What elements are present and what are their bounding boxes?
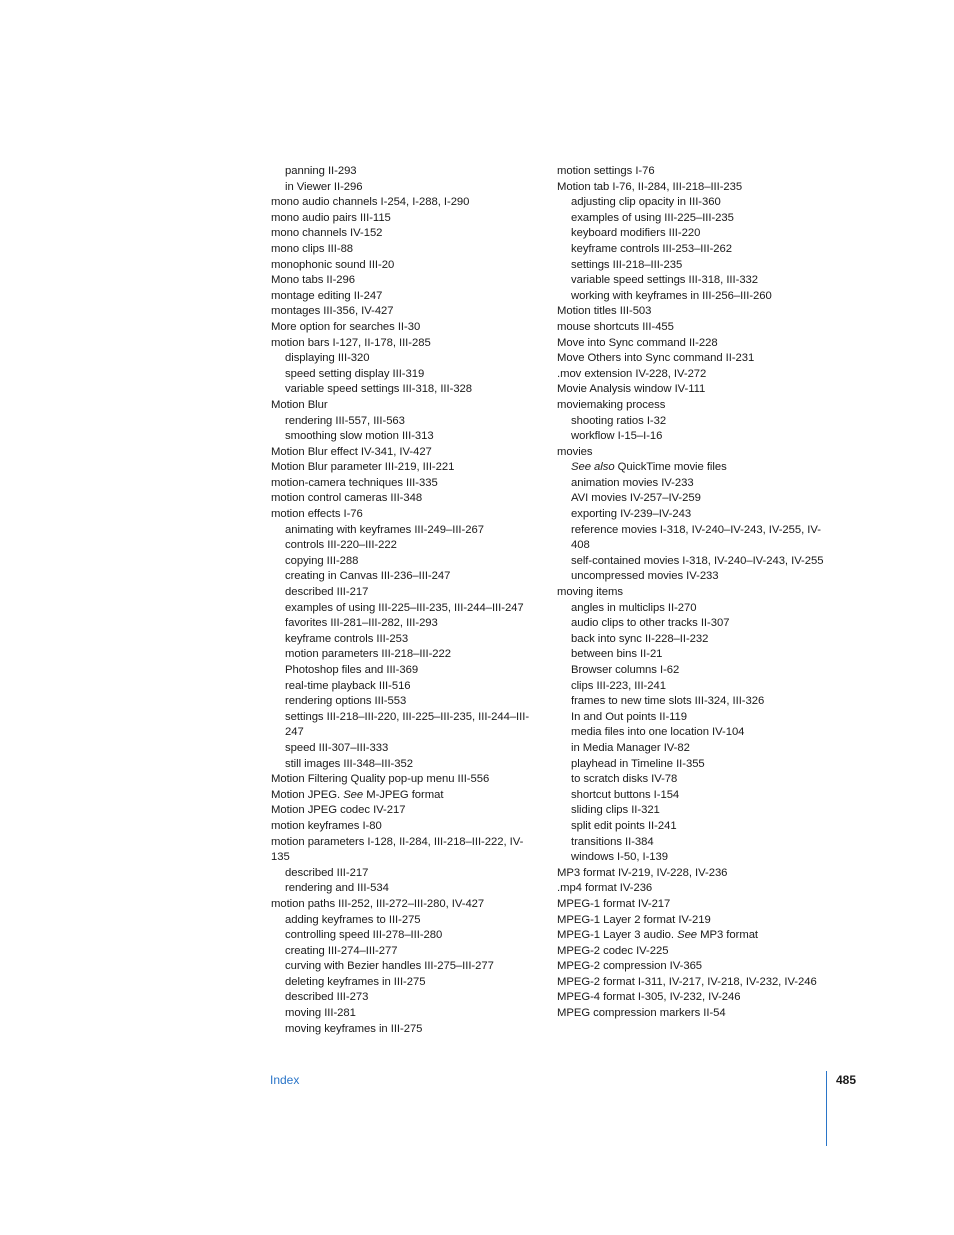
index-entry: motion keyframes I-80	[271, 819, 382, 832]
index-entry: MP3 format IV-219, IV-228, IV-236	[557, 866, 728, 879]
index-subentry: rendering options III-553	[285, 695, 407, 708]
index-subentry: keyframe controls III-253–III-262	[571, 242, 732, 255]
index-subentry: playhead in Timeline II-355	[571, 757, 705, 770]
index-subentry: Browser columns I-62	[571, 664, 680, 676]
index-subentry: shooting ratios I-32	[571, 414, 667, 427]
index-subentry: described III-217	[285, 586, 369, 599]
index-subentry: motion parameters III-218–III-222	[285, 648, 452, 661]
index-subentry: moving III-281	[285, 1007, 356, 1020]
index-subentry: variable speed settings III-318, III-332	[571, 274, 759, 287]
index-entry: motion bars I-127, II-178, III-285	[271, 336, 431, 349]
index-entry: Motion JPEG codec IV-217	[271, 804, 406, 817]
index-subentry: split edit points II-241	[571, 819, 677, 832]
index-subentry: to scratch disks IV-78	[571, 773, 678, 786]
index-entry: mouse shortcuts III-455	[557, 320, 674, 333]
index-entry: motion control cameras III-348	[271, 492, 423, 505]
index-entry: mono audio pairs III-115	[271, 211, 391, 224]
index-subentry: creating in Canvas III-236–III-247	[285, 570, 451, 583]
index-subentry: See also QuickTime movie files	[571, 461, 727, 474]
index-subentry: settings III-218–III-220, III-225–III-235, III-244–III-247	[285, 710, 530, 739]
index-entry: monophonic sound III-20	[271, 258, 395, 271]
index-entry: montages III-356, IV-427	[271, 305, 394, 318]
index-subentry: clips III-223, III-241	[571, 679, 666, 692]
index-subentry: creating III-274–III-277	[285, 944, 398, 957]
index-entry: Motion Blur parameter III-219, III-221	[271, 461, 455, 474]
index-entry: movies	[557, 445, 593, 458]
index-subentry: workflow I-15–I-16	[571, 430, 663, 443]
index-subentry: real-time playback III-516	[285, 679, 411, 692]
index-subentry: described III-273	[285, 991, 369, 1004]
index-entry: motion paths III-252, III-272–III-280, IV-427	[271, 897, 485, 910]
index-entry: MPEG-1 Layer 3 audio. See MP3 format	[557, 929, 759, 942]
index-entry: Motion Blur	[271, 398, 328, 411]
index-subentry: transitions II-384	[571, 835, 654, 848]
index-subentry: speed III-307–III-333	[285, 741, 389, 754]
index-entry: MPEG-1 format IV-217	[557, 897, 671, 910]
index-entry: Move into Sync command II-228	[557, 336, 718, 349]
section-label: Index	[270, 1073, 300, 1087]
index-entry: mono audio channels I-254, I-288, I-290	[271, 196, 470, 209]
index-entry: Motion JPEG. See M-JPEG format	[271, 788, 444, 801]
index-entry: mono channels IV-152	[271, 227, 383, 240]
index-subentry: panning II-293	[285, 165, 357, 177]
index-entry: Motion tab I-76, II-284, III-218–III-235	[557, 180, 743, 193]
index-entry: MPEG-1 Layer 2 format IV-219	[557, 913, 711, 926]
index-entry: motion effects I-76	[271, 508, 363, 521]
index-entry: .mp4 format IV-236	[557, 882, 653, 895]
index-subentry: settings III-218–III-235	[571, 258, 683, 271]
index-entry: Move Others into Sync command II-231	[557, 352, 755, 365]
index-subentry: angles in multiclips II-270	[571, 601, 697, 614]
index-entry: MPEG-2 compression IV-365	[557, 960, 703, 973]
index-subentry: described III-217	[285, 866, 369, 879]
footer-divider	[826, 1071, 827, 1146]
index-subentry: keyframe controls III-253	[285, 632, 409, 645]
index-subentry: copying III-288	[285, 554, 359, 567]
index-subentry: variable speed settings III-318, III-328	[285, 383, 473, 396]
index-subentry: In and Out points II-119	[571, 710, 688, 723]
index-subentry: still images III-348–III-352	[285, 757, 413, 770]
index-subentry: Photoshop files and III-369	[285, 664, 419, 676]
index-subentry: curving with Bezier handles III-275–III-277	[285, 960, 494, 973]
index-subentry: between bins II-21	[571, 648, 663, 661]
index-entry: motion settings I-76	[557, 165, 655, 177]
index-column-left	[271, 164, 541, 1037]
index-subentry: displaying III-320	[285, 352, 370, 365]
index-subentry: shortcut buttons I-154	[571, 788, 680, 801]
index-entry: mono clips III-88	[271, 242, 354, 255]
index-entry: More option for searches II-30	[271, 320, 421, 333]
index-subentry: controlling speed III-278–III-280	[285, 929, 443, 942]
index-subentry: animation movies IV-233	[571, 476, 694, 489]
index-entry: .mov extension IV-228, IV-272	[557, 367, 707, 380]
index-subentry: examples of using III-225–III-235, III-244–III-247	[285, 601, 524, 614]
index-subentry: windows I-50, I-139	[571, 851, 669, 864]
index-entry: Motion titles III-503	[557, 305, 652, 318]
index-entry: Motion Filtering Quality pop-up menu III-556	[271, 773, 490, 786]
index-subentry: rendering III-557, III-563	[285, 414, 405, 427]
index-entry: Mono tabs II-296	[271, 274, 355, 287]
index-subentry: AVI movies IV-257–IV-259	[571, 492, 701, 505]
index-subentry: back into sync II-228–II-232	[571, 632, 709, 645]
index-entry: motion parameters I-128, II-284, III-218–III-222, IV-135	[271, 835, 524, 864]
index-subentry: audio clips to other tracks II-307	[571, 617, 730, 630]
index-subentry: exporting IV-239–IV-243	[571, 508, 692, 521]
index-subentry: self-contained movies I-318, IV-240–IV-243, IV-255	[571, 554, 824, 567]
index-entry: Motion Blur effect IV-341, IV-427	[271, 445, 432, 458]
index-subentry: smoothing slow motion III-313	[285, 430, 434, 443]
index-subentry: animating with keyframes III-249–III-267	[285, 523, 484, 536]
index-entry: MPEG compression markers II-54	[557, 1007, 726, 1020]
index-subentry: in Viewer II-296	[285, 180, 363, 193]
index-entry: MPEG-4 format I-305, IV-232, IV-246	[557, 991, 741, 1004]
index-entry: Movie Analysis window IV-111	[557, 383, 706, 396]
index-entry: montage editing II-247	[271, 289, 383, 302]
index-entry: MPEG-2 format I-311, IV-217, IV-218, IV-232, IV-246	[557, 975, 817, 988]
index-column-right	[557, 164, 832, 1022]
index-subentry: reference movies I-318, IV-240–IV-243, IV-255, IV-408	[571, 523, 821, 552]
index-entry: moviemaking process	[557, 398, 666, 411]
index-subentry: media files into one location IV-104	[571, 726, 745, 739]
index-subentry: working with keyframes in III-256–III-260	[571, 289, 772, 302]
index-subentry: adding keyframes to III-275	[285, 913, 421, 926]
index-subentry: keyboard modifiers III-220	[571, 227, 701, 240]
index-subentry: deleting keyframes in III-275	[285, 975, 426, 988]
index-entry: MPEG-2 codec IV-225	[557, 944, 669, 957]
index-subentry: sliding clips II-321	[571, 804, 660, 817]
index-subentry: moving keyframes in III-275	[285, 1022, 423, 1035]
index-subentry: rendering and III-534	[285, 882, 389, 895]
index-subentry: speed setting display III-319	[285, 367, 425, 380]
index-subentry: adjusting clip opacity in III-360	[571, 196, 721, 209]
index-subentry: favorites III-281–III-282, III-293	[285, 617, 438, 630]
index-entry: moving items	[557, 586, 623, 599]
page-number: 485	[836, 1073, 857, 1087]
index-subentry: examples of using III-225–III-235	[571, 211, 734, 224]
index-subentry: controls III-220–III-222	[285, 539, 397, 552]
index-subentry: in Media Manager IV-82	[571, 741, 690, 754]
index-entry: motion-camera techniques III-335	[271, 476, 438, 489]
index-subentry: uncompressed movies IV-233	[571, 570, 719, 583]
index-subentry: frames to new time slots III-324, III-326	[571, 695, 765, 708]
